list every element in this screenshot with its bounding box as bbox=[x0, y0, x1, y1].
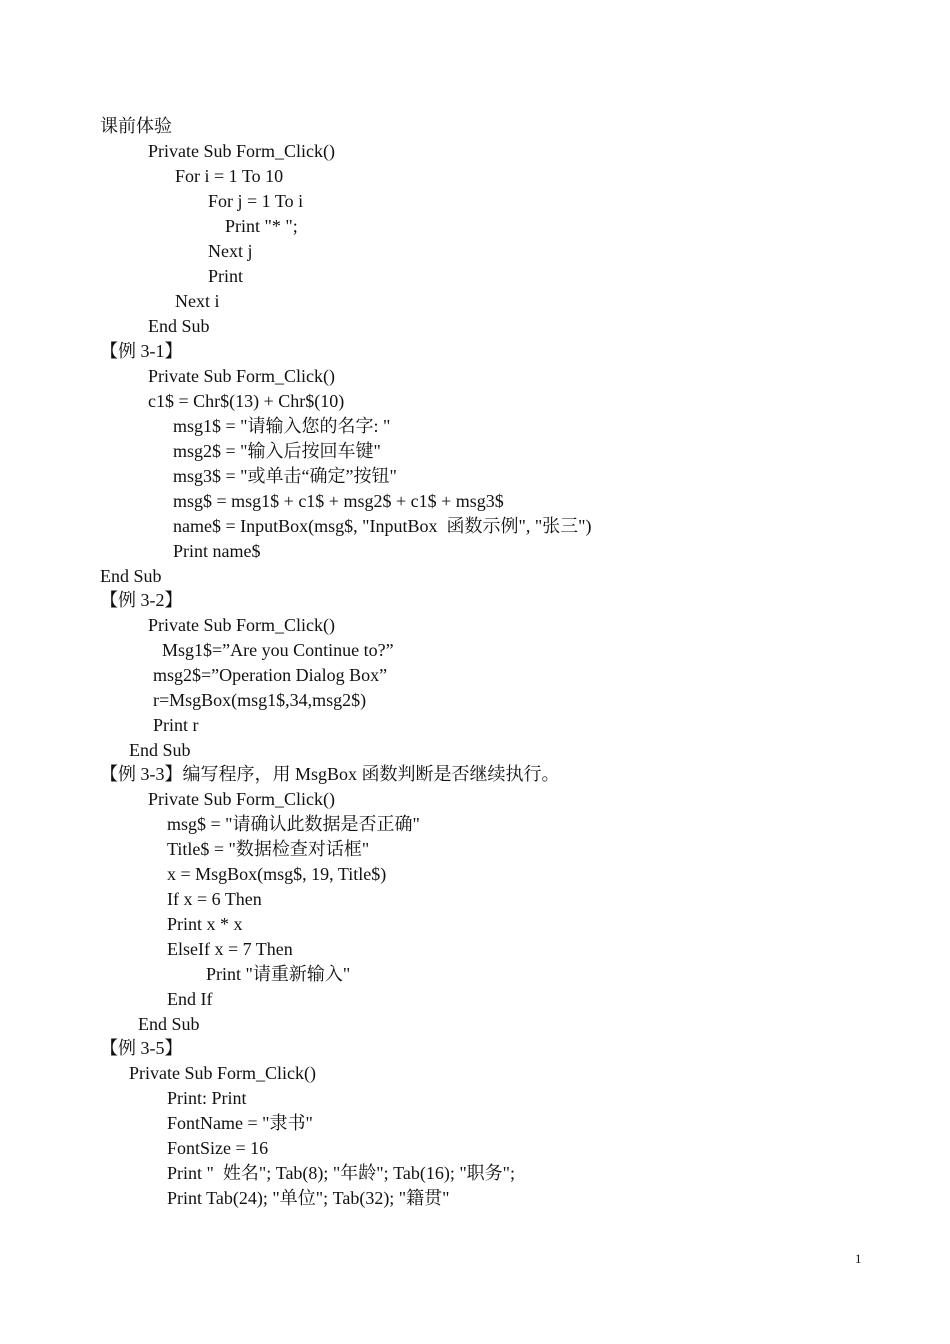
code-line: r=MsgBox(msg1$,34,msg2$) bbox=[153, 690, 367, 710]
code-line: c1$ = Chr$(13) + Chr$(10) bbox=[148, 391, 345, 411]
code-line: Print "请重新输入" bbox=[206, 964, 351, 984]
example-heading: 【例 3-3】编写程序，用 MsgBox 函数判断是否继续执行。 bbox=[100, 764, 560, 784]
code-line: FontSize = 16 bbox=[167, 1138, 269, 1158]
code-line: For i = 1 To 10 bbox=[175, 166, 284, 186]
code-line: Private Sub Form_Click() bbox=[148, 789, 335, 809]
code-line: Print Tab(24); "单位"; Tab(32); "籍贯" bbox=[167, 1188, 450, 1208]
code-line: Title$ = "数据检查对话框" bbox=[167, 839, 370, 859]
code-line: Private Sub Form_Click() bbox=[148, 366, 335, 386]
code-line: End Sub bbox=[129, 740, 191, 760]
code-line: FontName = "隶书" bbox=[167, 1113, 313, 1133]
code-line: Print r bbox=[153, 715, 199, 735]
code-line: End If bbox=[167, 989, 213, 1009]
code-line: Print: Print bbox=[167, 1088, 247, 1108]
code-line: Print name$ bbox=[173, 541, 261, 561]
code-line: If x = 6 Then bbox=[167, 889, 262, 909]
code-line: msg2$=”Operation Dialog Box” bbox=[153, 665, 388, 685]
code-line: End Sub bbox=[148, 316, 210, 336]
code-line: Print x * x bbox=[167, 914, 243, 934]
code-line: ElseIf x = 7 Then bbox=[167, 939, 293, 959]
code-line: Private Sub Form_Click() bbox=[148, 615, 335, 635]
code-line: Next j bbox=[208, 241, 253, 261]
code-line: End Sub bbox=[100, 566, 162, 586]
code-line: x = MsgBox(msg$, 19, Title$) bbox=[167, 864, 387, 884]
code-line: End Sub bbox=[138, 1014, 200, 1034]
code-line: Print "* "; bbox=[225, 216, 298, 236]
code-line: msg3$ = "或单击“确定”按钮" bbox=[173, 466, 397, 486]
code-line: msg$ = msg1$ + c1$ + msg2$ + c1$ + msg3$ bbox=[173, 491, 504, 511]
example-heading: 【例 3-5】 bbox=[100, 1038, 183, 1058]
code-line: msg2$ = "输入后按回车键" bbox=[173, 441, 381, 461]
code-line: For j = 1 To i bbox=[208, 191, 304, 211]
code-line: msg1$ = "请输入您的名字: " bbox=[173, 416, 391, 436]
code-line: Private Sub Form_Click() bbox=[148, 141, 335, 161]
section-heading: 课前体验 bbox=[100, 116, 172, 136]
example-heading: 【例 3-1】 bbox=[100, 341, 183, 361]
code-line: name$ = InputBox(msg$, "InputBox 函数示例", "张三") bbox=[173, 516, 592, 536]
page-number: 1 bbox=[855, 1251, 862, 1266]
code-line: Private Sub Form_Click() bbox=[129, 1063, 316, 1083]
code-line: msg$ = "请确认此数据是否正确" bbox=[167, 814, 420, 834]
code-line: Print " 姓名"; Tab(8); "年龄"; Tab(16); "职务"; bbox=[167, 1163, 516, 1183]
code-line: Msg1$=”Are you Continue to?” bbox=[162, 640, 394, 660]
example-heading: 【例 3-2】 bbox=[100, 590, 183, 610]
code-line: Print bbox=[208, 266, 244, 286]
code-line: Next i bbox=[175, 291, 220, 311]
